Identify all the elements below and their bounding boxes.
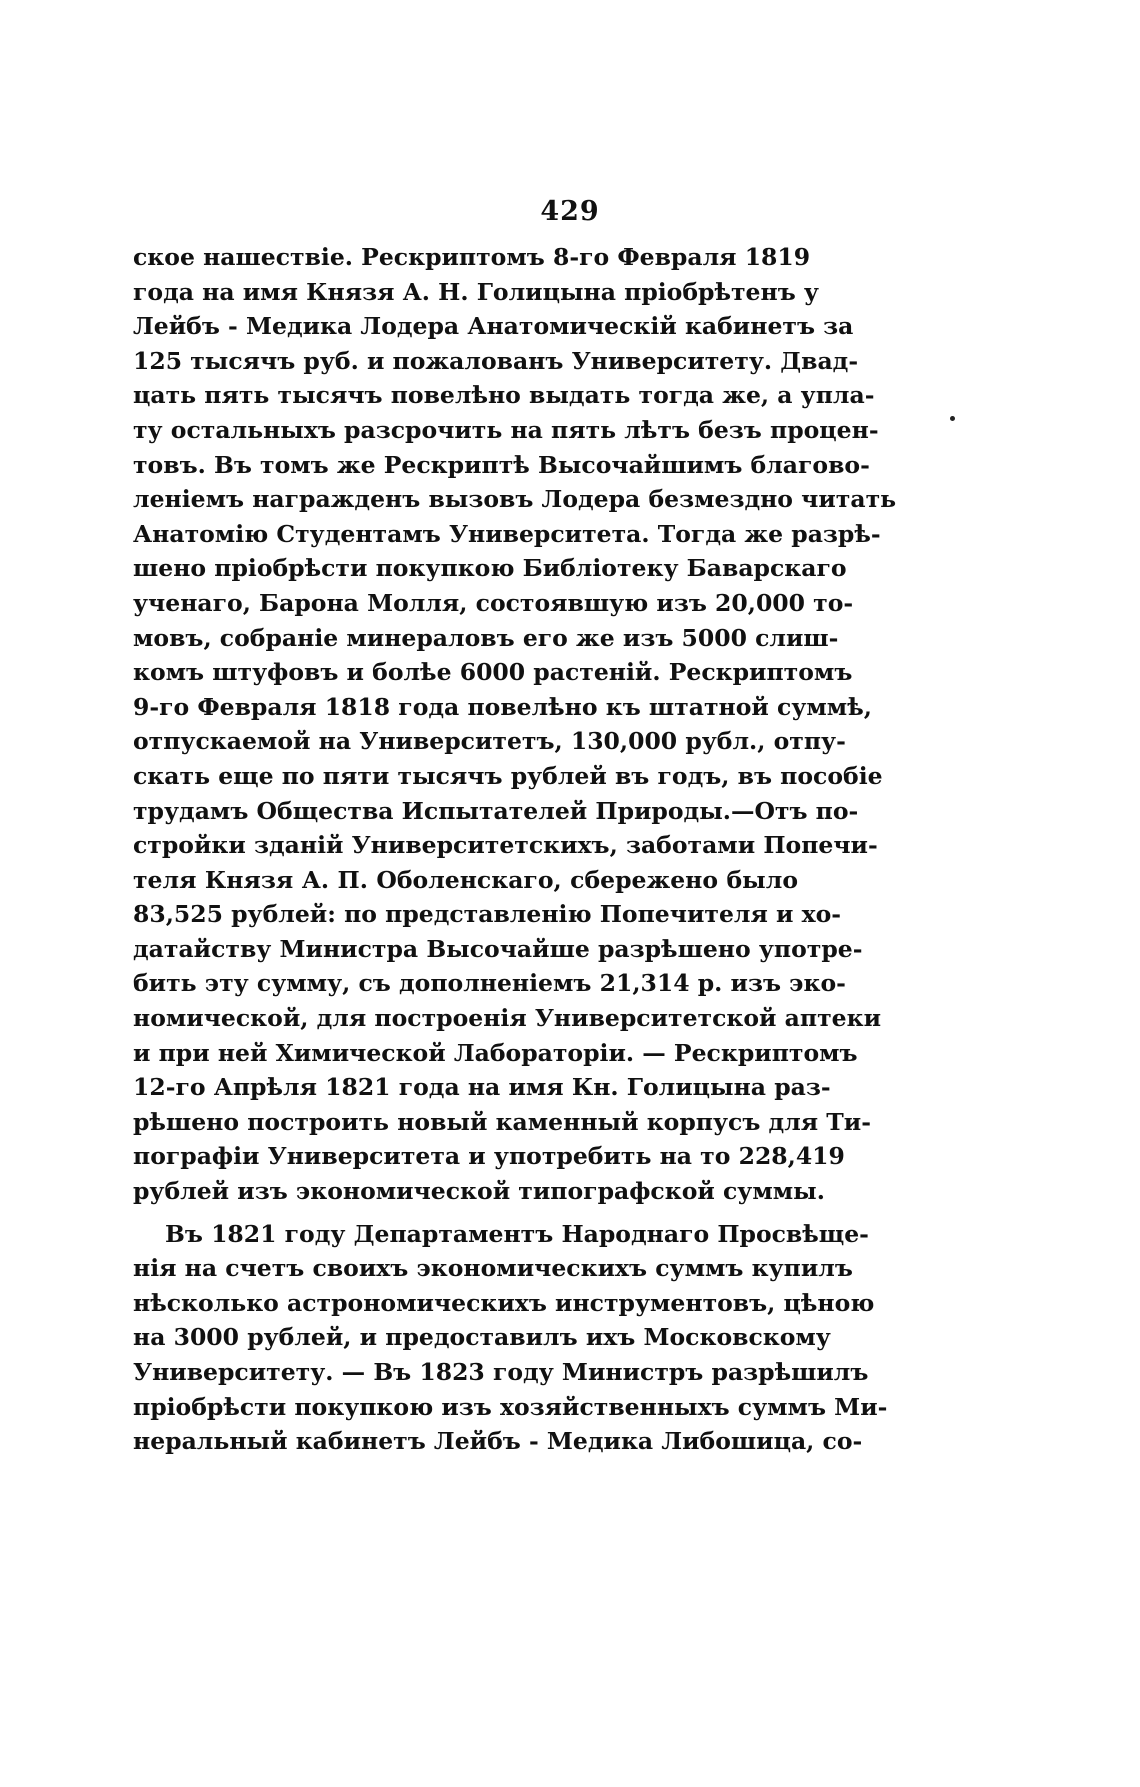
text-line: шено пріобрѣсти покупкою Библіотеку Баварскаго: [133, 554, 847, 583]
text-line: Лейбъ - Медика Лодера Анатомическій кабинетъ за: [133, 312, 854, 341]
text-line: рублей изъ экономической типографской суммы.: [133, 1177, 825, 1206]
text-line: теля Князя А. П. Оболенскаго, сбережено было: [133, 865, 798, 894]
body-text: [133, 240, 897, 1459]
ink-speck: [950, 416, 955, 421]
text-line: и при ней Химической Лабораторіи. — Рескриптомъ: [133, 1038, 858, 1067]
text-line: 9-го Февраля 1818 года повелѣно къ штатной суммѣ,: [133, 692, 872, 721]
text-line: бить эту сумму, съ дополненіемъ 21,314 р. изъ эко-: [133, 969, 846, 998]
text-line: на 3000 рублей, и предоставилъ ихъ Московскому: [133, 1323, 831, 1352]
text-line: пографіи Университета и употребить на то 228,419: [133, 1142, 845, 1171]
page-number: 429: [540, 196, 600, 227]
text-line: ученаго, Барона Молля, состоявшую изъ 20,000 то-: [133, 588, 854, 617]
text-line: нія на счетъ своихъ экономическихъ суммъ купилъ: [133, 1254, 853, 1283]
text-line: ское нашествіе. Рескриптомъ 8-го Февраля 1819: [133, 243, 811, 271]
text-line: нѣсколько астрономическихъ инструментовъ, цѣною: [133, 1288, 875, 1317]
paragraph-2: [133, 1217, 888, 1459]
text-line: Университету. — Въ 1823 году Министръ разрѣшилъ: [133, 1358, 869, 1386]
paragraph-1: [133, 240, 897, 1209]
text-line: трудамъ Общества Испытателей Природы.—Отъ по-: [133, 796, 859, 825]
text-line: Въ 1821 году Департаментъ Народнаго Просвѣще-: [165, 1219, 869, 1248]
text-line: 12-го Апрѣля 1821 года на имя Кн. Голицына раз-: [133, 1073, 831, 1102]
text-line: неральный кабинетъ Лейбъ - Медика Либошица, со-: [133, 1427, 863, 1456]
text-line: года на имя Князя А. Н. Голицына пріобрѣтенъ у: [133, 277, 819, 306]
paragraph-gap: [133, 1209, 798, 1217]
text-line: ту остальныхъ разсрочить на пять лѣтъ безъ процен-: [133, 415, 879, 444]
text-line: 83,525 рублей: по представленію Попечителя и хо-: [133, 900, 842, 929]
text-line: 125 тысячъ руб. и пожалованъ Университету. Двад-: [133, 346, 859, 375]
text-line: номической, для построенія Университетской аптеки: [133, 1004, 881, 1033]
text-line: отпускаемой на Университетъ, 130,000 рубл., отпу-: [133, 727, 846, 756]
text-line: комъ штуфовъ и болѣе 6000 растеній. Рескриптомъ: [133, 658, 853, 687]
text-line: рѣшено построить новый каменный корпусъ для Ти-: [133, 1107, 871, 1136]
text-line: пріобрѣсти покупкою изъ хозяйственныхъ суммъ Ми-: [133, 1392, 888, 1421]
text-line: стройки зданій Университетскихъ, заботами Попечи-: [133, 831, 878, 860]
text-line: датайству Министра Высочайше разрѣшено употре-: [133, 934, 863, 963]
text-line: леніемъ награжденъ вызовъ Лодера безмездно читать: [133, 485, 897, 514]
text-line: мовъ, собраніе минераловъ его же изъ 5000 слиш-: [133, 623, 839, 652]
text-line: скать еще по пяти тысячъ рублей въ годъ, въ пособіе: [133, 761, 883, 790]
text-line: Анатомію Студентамъ Университета. Тогда же разрѣ-: [133, 519, 881, 548]
text-line: цать пять тысячъ повелѣно выдать тогда же, а упла-: [133, 381, 875, 410]
text-line: товъ. Въ томъ же Рескриптѣ Высочайшимъ благово-: [133, 450, 870, 479]
